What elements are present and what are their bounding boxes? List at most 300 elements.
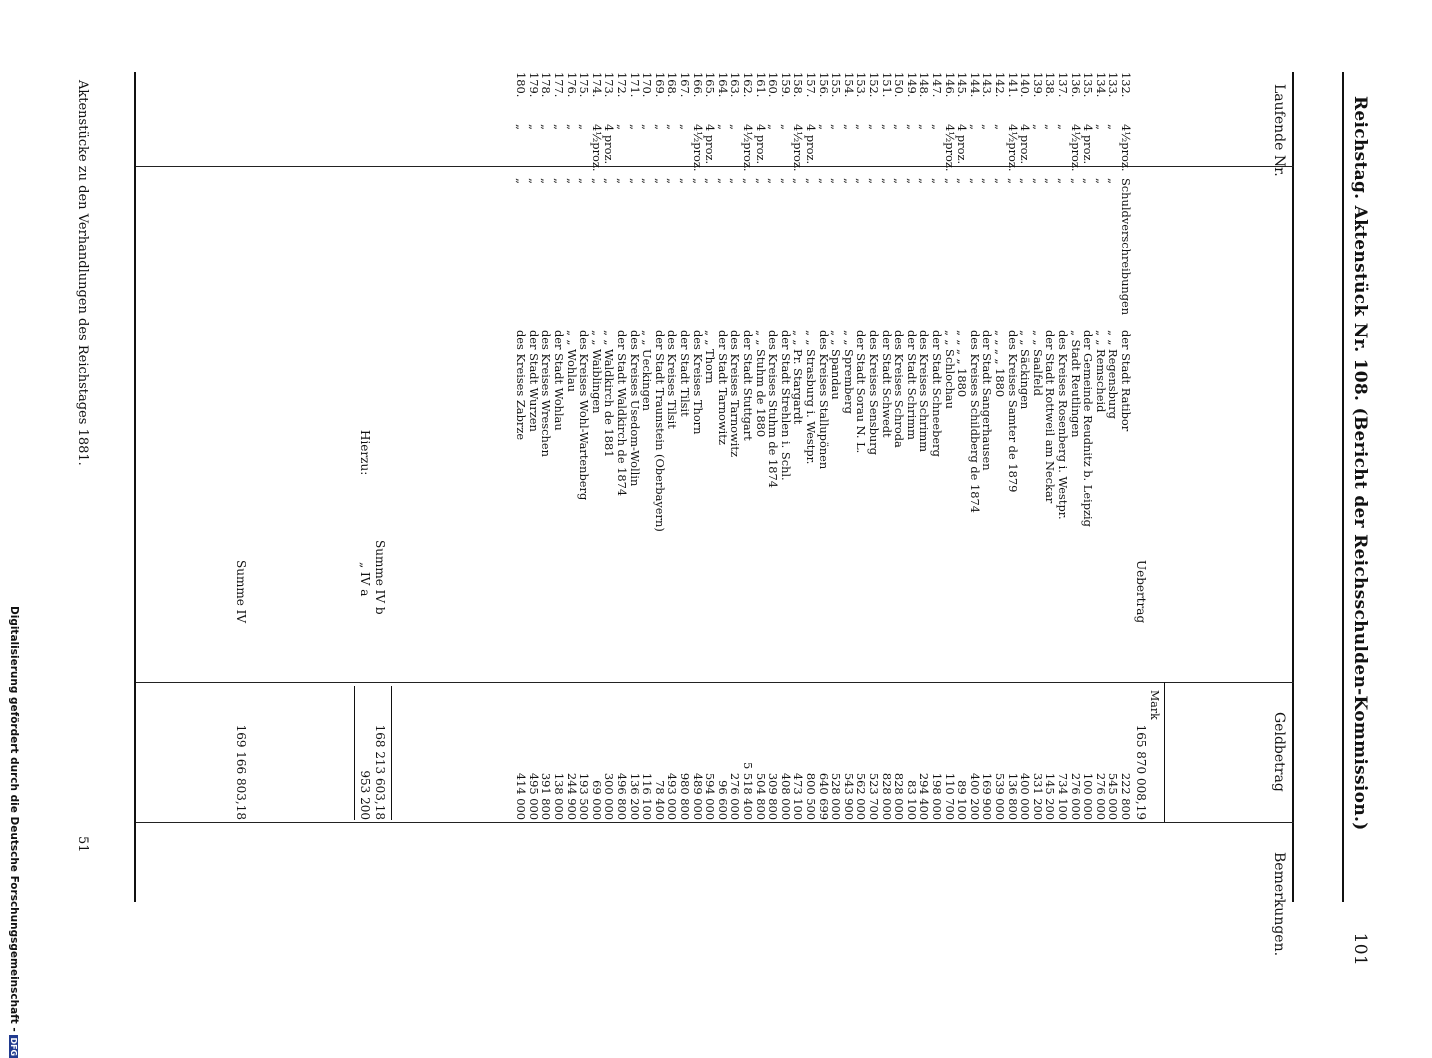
carryover-amount: 165 870 008,19 <box>1134 724 1148 820</box>
row-scheme: „ <box>791 178 806 184</box>
row-number: 137. <box>1056 72 1070 98</box>
table-row <box>540 0 552 1000</box>
row-scheme: „ <box>526 178 541 184</box>
table-row <box>918 0 930 1000</box>
row-amount: 414 000 <box>514 772 529 820</box>
row-interest-type: 4 proz. <box>703 124 718 165</box>
row-interest-type: „ <box>715 124 730 130</box>
row-interest-type: „ <box>980 124 995 130</box>
row-number: 134. <box>1093 72 1108 98</box>
footer-page-number: 51 <box>75 836 90 853</box>
row-amount: 543 900 <box>841 772 856 820</box>
table-row <box>1031 0 1043 1000</box>
credit-text: Digitalisierung gefördert durch die Deutsche Forschungsgemeinschaft - <box>8 606 20 1032</box>
row-issuer: „ „ Stuhm de 1880 <box>753 330 768 438</box>
row-amount: 980 800 <box>678 772 692 820</box>
row-interest-type: „ <box>627 124 642 130</box>
table-row <box>880 0 892 1000</box>
row-scheme: „ <box>577 178 592 184</box>
row-interest-type: 4 proz. <box>804 124 818 165</box>
row-number: 158. <box>791 72 806 98</box>
row-interest-type: „ <box>1106 124 1121 130</box>
row-issuer: des Kreises Tarnowitz <box>728 330 743 458</box>
row-scheme: „ <box>930 178 944 184</box>
column-header-number: Laufende Nr. <box>1271 84 1287 177</box>
table-row <box>515 0 527 1000</box>
row-amount: 408 000 <box>778 772 793 820</box>
row-issuer: „ „ Regensburg <box>1106 330 1121 419</box>
row-interest-type: 4½proz. <box>1119 124 1133 172</box>
plus-ref: „ IV a <box>358 562 372 597</box>
row-amount: 222 800 <box>1119 772 1133 820</box>
row-issuer: des Kreises Samter de 1879 <box>1005 330 1020 493</box>
row-interest-type: „ <box>917 124 932 130</box>
sum-iv-amount: 169 166 803,18 <box>234 724 248 820</box>
row-interest-type: 4½proz. <box>741 124 755 172</box>
row-interest-type: „ <box>854 124 869 130</box>
table-row <box>754 0 766 1000</box>
row-amount: 331 200 <box>1030 772 1045 820</box>
row-issuer: der Stadt Traunstein (Oberbayern) <box>652 330 667 532</box>
table-row <box>616 0 628 1000</box>
table-row <box>931 0 943 1000</box>
row-amount: 800 500 <box>804 772 818 820</box>
row-scheme: „ <box>640 178 655 184</box>
row-issuer: der Gemeinde Reudnitz b. Leipzig <box>1081 330 1096 527</box>
row-scheme: „ <box>665 178 680 184</box>
row-interest-type: 4 proz. <box>753 124 768 165</box>
row-scheme: „ <box>564 178 579 184</box>
row-amount: 309 800 <box>766 772 781 820</box>
table-row <box>868 0 880 1000</box>
row-amount: 198 000 <box>930 772 944 820</box>
row-scheme: „ <box>589 178 604 184</box>
row-issuer: „ „ Spandau <box>829 330 844 400</box>
row-amount: 640 699 <box>816 772 831 820</box>
table-row <box>1107 0 1119 1000</box>
row-number: 149. <box>904 72 919 98</box>
row-issuer: „ „ Waldkirch de 1881 <box>602 330 617 458</box>
row-interest-type: „ <box>539 124 554 130</box>
table-row <box>691 0 703 1000</box>
table-row <box>1069 0 1081 1000</box>
table-row <box>805 0 817 1000</box>
row-interest-type: „ <box>904 124 919 130</box>
row-number: 147. <box>930 72 944 98</box>
table-row <box>1120 0 1132 1000</box>
row-amount: 539 000 <box>993 772 1007 820</box>
row-number: 141. <box>1005 72 1020 98</box>
row-amount: 828 000 <box>892 772 907 820</box>
row-issuer: der Stadt Strehlen i. Schl. <box>778 330 793 481</box>
page-number: 101 <box>1350 932 1370 966</box>
row-amount: 545 000 <box>1106 772 1121 820</box>
row-issuer: des Kreises Sensburg <box>867 330 881 455</box>
table-row <box>994 0 1006 1000</box>
row-issuer: „ „ Wohlau <box>564 330 579 392</box>
amount-unit-label: Mark <box>1148 690 1161 720</box>
table-row <box>1082 0 1094 1000</box>
row-amount: 400 200 <box>967 772 982 820</box>
row-amount: 83 100 <box>904 780 919 820</box>
row-amount: 110 700 <box>942 772 957 820</box>
row-amount: 276 000 <box>1093 772 1108 820</box>
row-interest-type: „ <box>728 124 743 130</box>
row-amount: 391 800 <box>539 772 554 820</box>
row-interest-type: „ <box>514 124 529 130</box>
header-rule <box>1342 72 1344 902</box>
table-row <box>855 0 867 1000</box>
row-scheme: „ <box>867 178 881 184</box>
row-issuer: der Stadt Wohlau <box>552 330 566 431</box>
row-number: 143. <box>980 72 995 98</box>
row-interest-type: „ <box>829 124 844 130</box>
row-number: 153. <box>854 72 869 98</box>
row-number: 159. <box>778 72 793 98</box>
row-issuer: des Kreises Usedom-Wollin <box>627 330 642 487</box>
row-interest-type: „ <box>652 124 667 130</box>
row-amount: 244 900 <box>564 772 579 820</box>
table-row <box>968 0 980 1000</box>
row-issuer: „ „ Strasburg i. Westpr. <box>804 330 818 465</box>
row-number: 170. <box>640 72 655 98</box>
plus-label: Hierzu: <box>358 430 372 476</box>
row-issuer: „ „ Thorn <box>703 330 718 384</box>
row-number: 177. <box>552 72 566 98</box>
row-interest-type: 4 proz. <box>1018 124 1033 165</box>
row-issuer: der Stadt Schrimm <box>904 330 919 440</box>
table-row <box>1044 0 1056 1000</box>
row-scheme: „ <box>1018 178 1033 184</box>
row-issuer: der Stadt Rottweil am Neckar <box>1043 330 1058 504</box>
row-scheme: „ <box>552 178 566 184</box>
row-issuer: „ Stadt Reutlingen <box>1068 330 1083 438</box>
table-row <box>679 0 691 1000</box>
row-issuer: der Stadt Sorau N. L. <box>854 330 869 454</box>
row-scheme: „ <box>1093 178 1108 184</box>
row-number: 164. <box>715 72 730 98</box>
table-row <box>578 0 590 1000</box>
row-amount: 523 700 <box>867 772 881 820</box>
table-row <box>590 0 602 1000</box>
row-amount: 138 000 <box>552 772 566 820</box>
column-header-amount: Geldbetrag <box>1271 712 1287 792</box>
row-number: 148. <box>917 72 932 98</box>
row-amount: 400 000 <box>1018 772 1033 820</box>
row-amount: 294 400 <box>917 772 932 820</box>
row-scheme: „ <box>703 178 718 184</box>
row-number: 146. <box>942 72 957 98</box>
row-scheme: „ <box>804 178 818 184</box>
row-interest-type: 4 proz. <box>955 124 970 165</box>
row-amount: 562 000 <box>854 772 869 820</box>
row-scheme: „ <box>753 178 768 184</box>
table-row <box>603 0 615 1000</box>
row-amount: 594 000 <box>703 772 718 820</box>
footer-source: Aktenstücke zu den Verhandlungen des Reichstages 1881. <box>75 80 90 466</box>
row-number: 138. <box>1043 72 1058 98</box>
row-amount: 528 000 <box>829 772 844 820</box>
row-interest-type: „ <box>552 124 566 130</box>
row-number: 172. <box>615 72 629 98</box>
row-interest-type: „ <box>577 124 592 130</box>
row-number: 151. <box>879 72 894 98</box>
row-interest-type: „ <box>678 124 692 130</box>
row-issuer: der Stadt Tarnowitz <box>715 330 730 445</box>
row-issuer: „ „ Ueckingen <box>640 330 655 412</box>
row-interest-type: „ <box>993 124 1007 130</box>
row-amount: 734 100 <box>1056 772 1070 820</box>
row-issuer: „ „ „ „ 1880 <box>993 330 1007 398</box>
row-scheme: „ <box>690 178 705 184</box>
row-issuer: „ „ Waiblingen <box>589 330 604 414</box>
row-number: 133. <box>1106 72 1121 98</box>
row-amount: 69 000 <box>589 780 604 820</box>
table-row <box>641 0 653 1000</box>
page-title: Reichstag. Aktenstück Nr. 108. (Bericht der Reichsschulden-Kommission.) <box>1350 96 1370 831</box>
table-row <box>527 0 539 1000</box>
row-interest-type: „ <box>841 124 856 130</box>
row-scheme: „ <box>993 178 1007 184</box>
row-issuer: der Stadt Schwedt <box>879 330 894 438</box>
row-issuer: des Kreises Thorn <box>690 330 705 435</box>
row-number: 178. <box>539 72 554 98</box>
row-interest-type: „ <box>615 124 629 130</box>
row-scheme: „ <box>652 178 667 184</box>
row-scheme: „ <box>539 178 554 184</box>
row-number: 176. <box>564 72 579 98</box>
row-issuer: des Kreises Rosenberg i. Westpr. <box>1056 330 1070 520</box>
row-number: 167. <box>678 72 692 98</box>
row-number: 157. <box>804 72 818 98</box>
row-number: 179. <box>526 72 541 98</box>
row-number: 175. <box>577 72 592 98</box>
table-row <box>779 0 791 1000</box>
row-interest-type: 4 proz. <box>602 124 617 165</box>
row-interest-type: 4½proz. <box>589 124 604 172</box>
row-scheme: „ <box>955 178 970 184</box>
row-amount: 78 400 <box>652 780 667 820</box>
row-number: 168. <box>665 72 680 98</box>
row-amount: 89 100 <box>955 780 970 820</box>
row-scheme: „ <box>514 178 529 184</box>
row-number: 155. <box>829 72 844 98</box>
row-scheme: „ <box>980 178 995 184</box>
row-interest-type: „ <box>879 124 894 130</box>
row-scheme: „ <box>904 178 919 184</box>
table-row <box>842 0 854 1000</box>
row-amount: 5 518 400 <box>741 762 755 820</box>
row-interest-type: 4½proz. <box>690 124 705 172</box>
row-amount: 96 600 <box>715 780 730 820</box>
row-issuer: „ „ Schlochau <box>942 330 957 409</box>
row-amount: 493 000 <box>665 772 680 820</box>
row-interest-type: 4½proz. <box>1068 124 1083 172</box>
row-number: 139. <box>1030 72 1045 98</box>
row-scheme: Schuldverschreibungen <box>1119 178 1133 316</box>
row-number: 180. <box>514 72 529 98</box>
table-row <box>729 0 741 1000</box>
row-issuer: des Kreises Tilsit <box>665 330 680 429</box>
sum-ivb-label: Summe IV b <box>373 540 387 615</box>
row-amount: 473 100 <box>791 772 806 820</box>
row-scheme: „ <box>741 178 755 184</box>
row-issuer: des Kreises Zabrze <box>514 330 529 441</box>
row-interest-type: „ <box>1093 124 1108 130</box>
table-row <box>956 0 968 1000</box>
row-scheme: „ <box>715 178 730 184</box>
row-number: 136. <box>1068 72 1083 98</box>
row-interest-type: „ <box>1030 124 1045 130</box>
row-number: 140. <box>1018 72 1033 98</box>
sum-rule <box>391 686 392 820</box>
row-scheme: „ <box>1068 178 1083 184</box>
row-interest-type: „ <box>1056 124 1070 130</box>
table-row <box>981 0 993 1000</box>
amount-header-rule <box>1164 682 1165 822</box>
dfg-logo: DFG <box>9 1037 18 1057</box>
row-amount: 276 000 <box>1068 772 1083 820</box>
row-scheme: „ <box>1005 178 1020 184</box>
row-scheme: „ <box>778 178 793 184</box>
row-scheme: „ <box>892 178 907 184</box>
table-row <box>716 0 728 1000</box>
row-amount: 169 900 <box>980 772 995 820</box>
row-scheme: „ <box>816 178 831 184</box>
row-issuer: der Stadt Stuttgart <box>741 330 755 441</box>
table-row <box>742 0 754 1000</box>
row-interest-type: 4½proz. <box>791 124 806 172</box>
table-row <box>792 0 804 1000</box>
row-number: 174. <box>589 72 604 98</box>
total-rule <box>354 686 355 820</box>
carryover-label: Uebertrag <box>1134 560 1148 624</box>
column-header-remarks: Bemerkungen. <box>1271 852 1287 957</box>
row-scheme: „ <box>841 178 856 184</box>
row-number: 145. <box>955 72 970 98</box>
table-row <box>943 0 955 1000</box>
table-row <box>1057 0 1069 1000</box>
table-row <box>653 0 665 1000</box>
row-number: 161. <box>753 72 768 98</box>
row-issuer: des Kreises Schroda <box>892 330 907 448</box>
table-row <box>565 0 577 1000</box>
row-amount: 116 100 <box>640 772 655 820</box>
table-row <box>1006 0 1018 1000</box>
row-scheme: „ <box>854 178 869 184</box>
row-amount: 100 000 <box>1081 772 1096 820</box>
row-number: 132. <box>1119 72 1133 98</box>
row-scheme: „ <box>879 178 894 184</box>
row-issuer: „ „ Pr. Stargardt <box>791 330 806 425</box>
row-scheme: „ <box>728 178 743 184</box>
row-interest-type: „ <box>526 124 541 130</box>
row-number: 150. <box>892 72 907 98</box>
row-issuer: der Stadt Waldkirch de 1874 <box>615 330 629 497</box>
page-header <box>1350 96 1370 966</box>
row-amount: 489 000 <box>690 772 705 820</box>
row-amount: 276 000 <box>728 772 743 820</box>
row-number: 135. <box>1081 72 1096 98</box>
row-number: 144. <box>967 72 982 98</box>
row-issuer: des Kreises Stallupönen <box>816 330 831 470</box>
row-interest-type: 4½proz. <box>942 124 957 172</box>
row-scheme: „ <box>829 178 844 184</box>
table-row <box>817 0 829 1000</box>
row-interest-type: „ <box>816 124 831 130</box>
row-issuer: „ „ Remscheid <box>1093 330 1108 413</box>
row-interest-type: „ <box>564 124 579 130</box>
row-issuer: „ „ Säckingen <box>1018 330 1033 410</box>
row-interest-type: „ <box>640 124 655 130</box>
row-amount: 828 000 <box>879 772 894 820</box>
row-scheme: „ <box>1043 178 1058 184</box>
row-number: 171. <box>627 72 642 98</box>
row-number: 173. <box>602 72 617 98</box>
row-amount: 504 800 <box>753 772 768 820</box>
row-amount: 496 800 <box>615 772 629 820</box>
row-scheme: „ <box>678 178 692 184</box>
table-row <box>666 0 678 1000</box>
row-interest-type: „ <box>892 124 907 130</box>
row-number: 160. <box>766 72 781 98</box>
row-interest-type: „ <box>930 124 944 130</box>
row-interest-type: „ <box>967 124 982 130</box>
digitization-credit <box>8 606 20 1058</box>
sum-iv-label: Summe IV <box>234 560 248 624</box>
row-scheme: „ <box>1056 178 1070 184</box>
row-scheme: „ <box>615 178 629 184</box>
row-issuer: der Stadt Schneeberg <box>930 330 944 457</box>
row-issuer: der Stadt Ratibor <box>1119 330 1133 432</box>
row-number: 166. <box>690 72 705 98</box>
row-scheme: „ <box>766 178 781 184</box>
row-scheme: „ <box>1030 178 1045 184</box>
row-interest-type: „ <box>778 124 793 130</box>
row-issuer: des Kreises Wohl-Wartenberg <box>577 330 592 501</box>
plus-amount: 953 200 <box>358 770 372 820</box>
row-issuer: des Kreises Schildberg de 1874 <box>967 330 982 514</box>
row-amount: 136 800 <box>1005 772 1020 820</box>
row-number: 169. <box>652 72 667 98</box>
table-row <box>893 0 905 1000</box>
row-scheme: „ <box>627 178 642 184</box>
row-issuer: des Kreises Schrimm <box>917 330 932 453</box>
row-issuer: des Kreises Wreschen <box>539 330 554 457</box>
row-amount: 193 500 <box>577 772 592 820</box>
row-number: 163. <box>728 72 743 98</box>
row-interest-type: „ <box>1043 124 1058 130</box>
row-scheme: „ <box>1081 178 1096 184</box>
row-scheme: „ <box>917 178 932 184</box>
row-number: 142. <box>993 72 1007 98</box>
row-issuer: des Kreises Stuhm de 1874 <box>766 330 781 489</box>
row-amount: 300 000 <box>602 772 617 820</box>
row-interest-type: „ <box>867 124 881 130</box>
row-scheme: „ <box>942 178 957 184</box>
row-issuer: „ „ Saalfeld <box>1030 330 1045 396</box>
table-row <box>1019 0 1031 1000</box>
row-scheme: „ <box>967 178 982 184</box>
row-issuer: der Stadt Sangerhausen <box>980 330 995 471</box>
table-row <box>1094 0 1106 1000</box>
row-amount: 136 200 <box>627 772 642 820</box>
row-amount: 495 000 <box>526 772 541 820</box>
row-scheme: „ <box>602 178 617 184</box>
table-top-rule <box>1292 72 1294 902</box>
row-interest-type: 4 proz. <box>1081 124 1096 165</box>
table-row <box>628 0 640 1000</box>
